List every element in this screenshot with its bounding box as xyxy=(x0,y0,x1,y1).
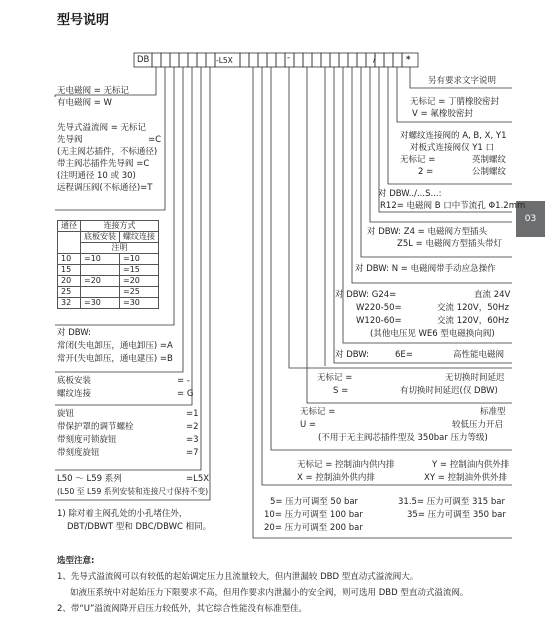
adjust-scale: 带刻度旋钮 xyxy=(57,448,100,458)
voltage-w220: W220-50= xyxy=(356,303,402,313)
solenoid-with: 有电磁阀 = W xyxy=(57,98,112,108)
pilot-oil-x: X = 控制油外供内排 xyxy=(297,473,375,483)
pilot-type-2-value: =C xyxy=(148,135,162,145)
pilot-type-2: 先导阀 xyxy=(57,135,83,145)
footnote-1: 1) 除对着主阀孔处的小孔堵住外， xyxy=(57,509,188,519)
orifice-r12: R12= 电磁阀 B 口中节流孔 Φ1.2mm xyxy=(380,201,526,211)
voltage-w220-value: 交流 120V，50Hz xyxy=(437,303,509,313)
voltage-w120-value: 交流 120V，60Hz xyxy=(437,316,509,326)
page-title: 型号说明 xyxy=(57,13,110,28)
pilot-oil-xy: XY = 控制油外供外排 xyxy=(424,473,508,483)
switch-s-value: 有切换时间延迟(仅 DBW) xyxy=(400,386,498,396)
thread-imperial-value: 英制螺纹 xyxy=(472,155,507,165)
mount-plate-value: = - xyxy=(177,376,190,386)
series-note: (L50 至 L59 系列安装和连接尺寸保持不变) xyxy=(57,487,209,496)
spring-u: U = xyxy=(300,420,317,430)
side-tab: 03 xyxy=(516,201,545,237)
series-value: =L5X xyxy=(186,474,210,484)
dbw-open: 常开(失电卸压，通电建压) =B xyxy=(57,354,173,364)
footnote-2: DBT/DBWT 型和 DBC/DBWC 相同。 xyxy=(67,522,212,532)
pilot-type-4: 带主阀芯插件先导阀 =C xyxy=(57,159,150,169)
thread-imperial: 无标记 = xyxy=(400,155,436,165)
table-row: 20 =20 =20 xyxy=(58,276,159,287)
pilot-type-6: 远程调压阀(不标通径)=T xyxy=(57,183,153,193)
manual-override: 对 DBW: N = 电磁阀带手动应急操作 xyxy=(355,264,496,274)
orifice-label: 对 DBW../...S...: xyxy=(378,189,442,199)
thread-note-1: 对螺纹连接阀的 A, B, X, Y1 xyxy=(400,131,507,141)
hp-solenoid-value: 高性能电磁阀 xyxy=(453,350,505,360)
spec-other: 另有要求文字说明 xyxy=(428,76,497,86)
pilot-oil-none: 无标记 = 控制油内供内排 xyxy=(297,460,395,470)
mount-thread: 螺纹连接 xyxy=(57,389,92,399)
hp-solenoid-code: 6E= xyxy=(395,350,413,360)
table-row: 32 =30 =30 xyxy=(58,298,159,309)
code-slash: / xyxy=(373,55,376,65)
spring-standard-value: 标准型 xyxy=(480,407,506,417)
note-2: 2、带“U”溢流阀降开启压力较低外，其它综合性能没有标准型佳。 xyxy=(57,604,307,614)
adjust-knob: 旋钮 xyxy=(57,409,75,419)
mount-plate: 底板安装 xyxy=(57,376,92,386)
table-row: 25 =25 xyxy=(58,287,159,298)
size-header-connection: 连接方式 xyxy=(81,221,159,232)
voltage-label: 对 DBW: G24= xyxy=(335,290,397,300)
size-header-plate: 底板安装 xyxy=(81,232,120,243)
pressure-35: 35= 压力可调至 350 bar xyxy=(407,510,506,520)
adjust-scale-value: =7 xyxy=(186,448,199,458)
code-db: DB xyxy=(137,55,150,65)
thread-metric-value: 公制螺纹 xyxy=(472,167,507,177)
size-header-mark: 注明 xyxy=(81,243,159,254)
plug-z5l: Z5L = 电磁阀方型插头带灯 xyxy=(397,239,502,249)
thread-metric: 2 = xyxy=(418,167,434,177)
pilot-type-3: (无主阀芯插件，不标通径) xyxy=(57,147,158,157)
switch-none-value: 无切换时间延迟 xyxy=(445,373,505,383)
code-l5x: -L5X xyxy=(216,56,233,65)
seal-fkm: V = 氟橡胶密封 xyxy=(412,109,473,119)
pressure-315: 31.5= 压力可调至 315 bar xyxy=(398,497,505,507)
adjust-knob-value: =1 xyxy=(186,409,199,419)
adjust-lockable-value: =3 xyxy=(186,435,199,445)
notes-heading: 选型注意: xyxy=(57,556,95,566)
size-header-thread: 螺纹连接 xyxy=(120,232,159,243)
switch-s: S = xyxy=(333,386,349,396)
table-row: 10 =10 =10 xyxy=(58,254,159,265)
seal-nbr: 无标记 = 丁腈橡胶密封 xyxy=(410,97,500,107)
voltage-note: (其他电压见 WE6 型电磁换向阀) xyxy=(370,329,495,339)
solenoid-none: 无电磁阀 = 无标记 xyxy=(57,86,130,96)
series: L50 ～ L59 系列 xyxy=(57,474,122,484)
pilot-type-1: 先导式溢流阀 = 无标记 xyxy=(57,123,147,133)
pressure-10: 10= 压力可调至 100 bar xyxy=(264,510,363,520)
dbw-closed: 常闭(失电卸压，通电卸压) =A xyxy=(57,341,173,351)
spring-standard: 无标记 = xyxy=(300,407,336,417)
adjust-screw-value: =2 xyxy=(186,422,199,432)
spring-u-value: 较低压力开启 xyxy=(452,420,504,430)
dbw-label: 对 DBW: xyxy=(57,328,92,338)
table-row: 15 =15 xyxy=(58,265,159,276)
switch-none: 无标记 = xyxy=(317,373,353,383)
thread-note-2: 对板式连接阀仅 Y1 口 xyxy=(410,143,495,153)
code-dash: - xyxy=(287,53,291,63)
adjust-screw: 带保护罩的调节螺栓 xyxy=(57,422,134,432)
pressure-20: 20= 压力可调至 200 bar xyxy=(264,523,363,533)
adjust-lockable: 带刻度可锁旋钮 xyxy=(57,435,117,445)
plug-z4: 对 DBW: Z4 = 电磁阀方型插头 xyxy=(367,227,488,237)
spring-u-note: (不用于无主阀芯插件型及 350bar 压力等级) xyxy=(318,433,488,443)
voltage-g24: 直流 24V xyxy=(474,290,511,300)
size-table xyxy=(57,220,159,309)
pilot-type-5: (注明通径 10 或 30) xyxy=(57,171,136,181)
note-1b: 如液压系统中对起始压力下限要求不高，但用作要求内泄漏小的安全阀，则可选用 DBD 型直动式溢流阀。 xyxy=(70,588,469,598)
pressure-5: 5= 压力可调至 50 bar xyxy=(270,497,359,507)
hp-solenoid-label: 对 DBW: xyxy=(335,350,370,360)
voltage-w120: W120-60= xyxy=(356,316,402,326)
mount-thread-value: = G xyxy=(177,389,194,399)
pilot-oil-y: Y = 控制油内供外排 xyxy=(432,460,510,470)
note-1: 1、先导式溢流阀可以有较低的起始调定压力且流量较大，但内泄漏较 DBD 型直动式溢流阀大。 xyxy=(57,572,419,582)
size-header-nominal: 通径 xyxy=(58,221,81,232)
code-star: * xyxy=(406,55,411,65)
